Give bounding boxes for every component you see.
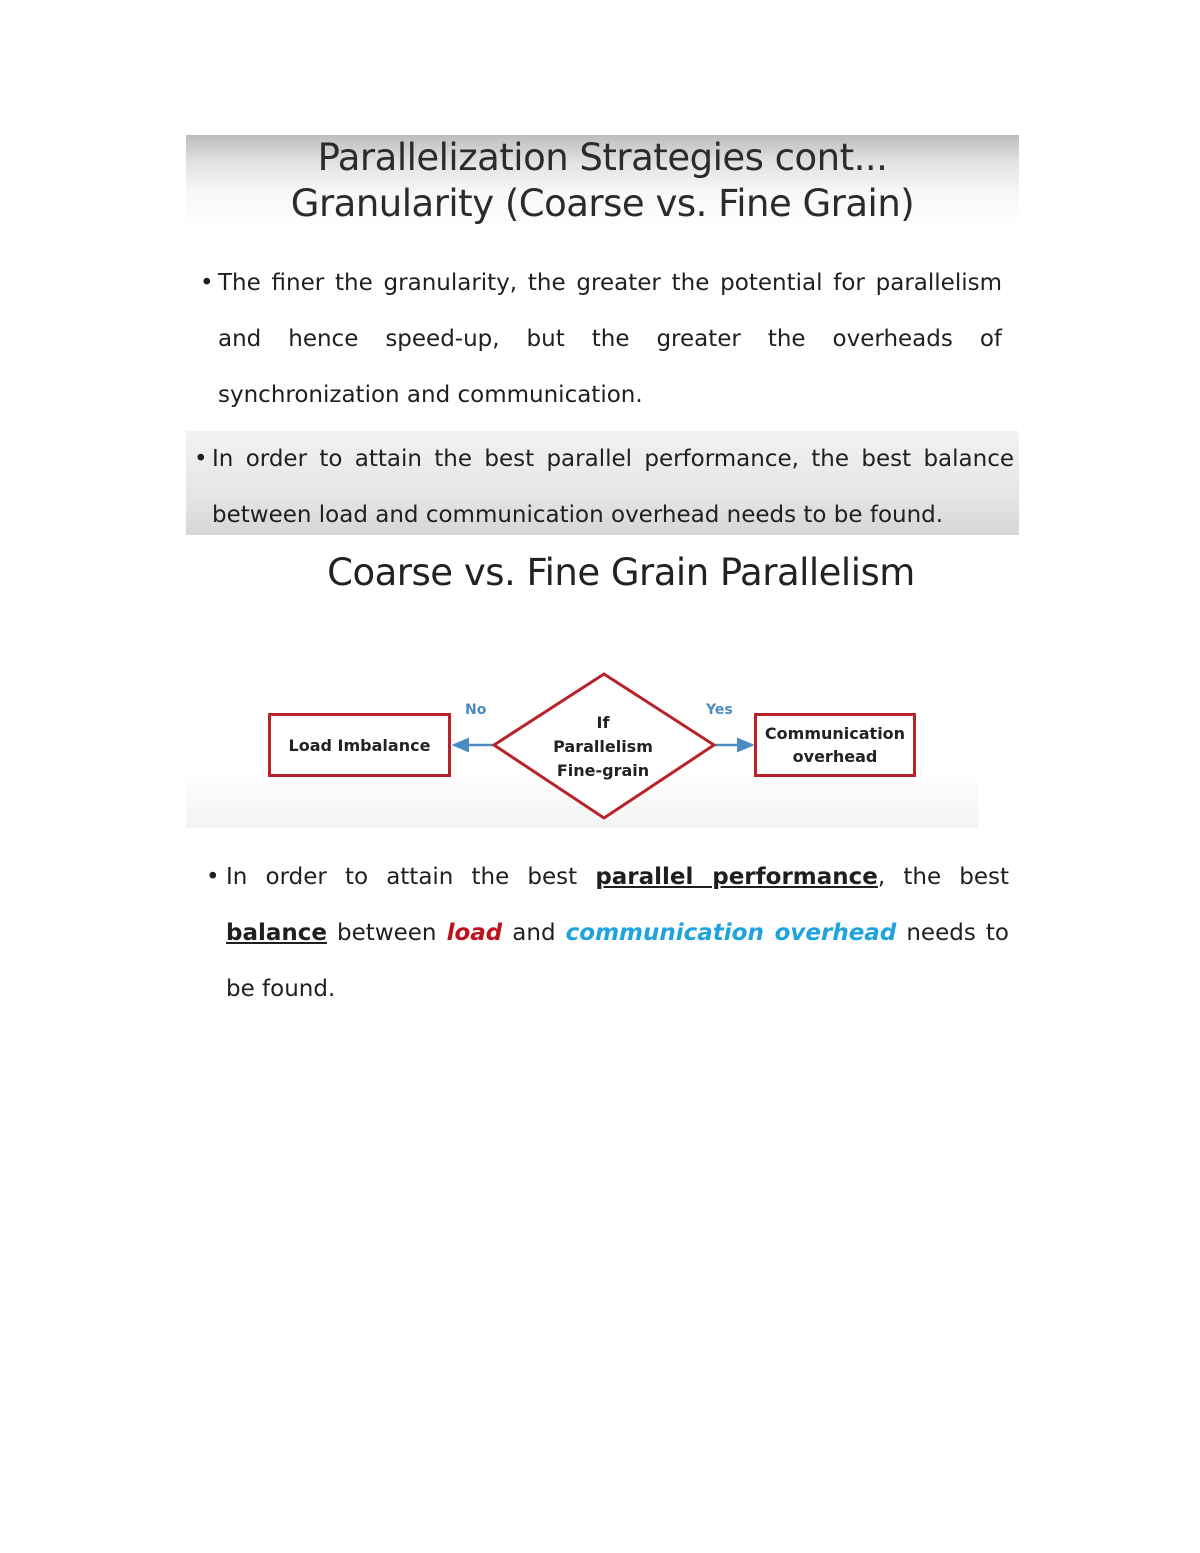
- no-label: No: [465, 702, 487, 718]
- bullet-text: [206, 849, 1009, 1017]
- communication-overhead-box: [754, 713, 916, 777]
- decision-line-2: Parallelism: [553, 737, 653, 756]
- bullet-balance-emphasized: [206, 849, 1009, 1017]
- bullet-balance: [194, 431, 1014, 543]
- text-part-1: In order to attain the best: [226, 864, 596, 890]
- bullet-granularity: [200, 255, 1002, 423]
- communication-label-line2: overhead: [792, 747, 878, 766]
- yes-label: Yes: [706, 702, 733, 718]
- bullet-marker: •: [206, 864, 220, 890]
- slide-granularity: [186, 135, 1019, 535]
- slide-title-line2: Granularity (Coarse vs. Fine Grain): [290, 182, 915, 225]
- slide-title: Coarse vs. Fine Grain Parallelism: [327, 551, 915, 594]
- decision-diagram: [186, 535, 978, 828]
- text-part-5: needs to be found.: [226, 920, 1009, 1002]
- text-part-3: between: [327, 920, 447, 946]
- bullet-marker: •: [200, 270, 214, 296]
- text-part-4: and: [502, 920, 566, 946]
- load-imbalance-label: Load Imbalance: [288, 735, 431, 755]
- bullet-text: The finer the granularity, the greater the potential for parallelism and hence speed-up, but the greater the overheads of synchronization and communication.: [218, 270, 1002, 408]
- communication-label-line1: Communication: [764, 724, 906, 743]
- text-part-2: , the best: [877, 864, 1009, 890]
- load-imbalance-box: [268, 713, 451, 777]
- highlighted-bullet-band: [186, 431, 1019, 535]
- bullet-marker: •: [194, 446, 208, 472]
- slide-coarse-vs-fine: [186, 535, 978, 828]
- term-communication-overhead: communication overhead: [565, 920, 897, 946]
- term-balance: balance: [226, 920, 327, 946]
- slide-title-line1: Parallelization Strategies cont...: [317, 136, 888, 179]
- decision-line-3: Fine-grain: [556, 761, 650, 780]
- slide-title: [186, 135, 1019, 230]
- decision-label: [538, 711, 668, 783]
- term-load: load: [446, 920, 503, 946]
- decision-line-1: If: [596, 713, 610, 732]
- term-parallel-performance: parallel performance: [595, 864, 878, 890]
- bullet-text: In order to attain the best parallel performance, the best balance between load and communication overhead needs to be found.: [212, 446, 1014, 528]
